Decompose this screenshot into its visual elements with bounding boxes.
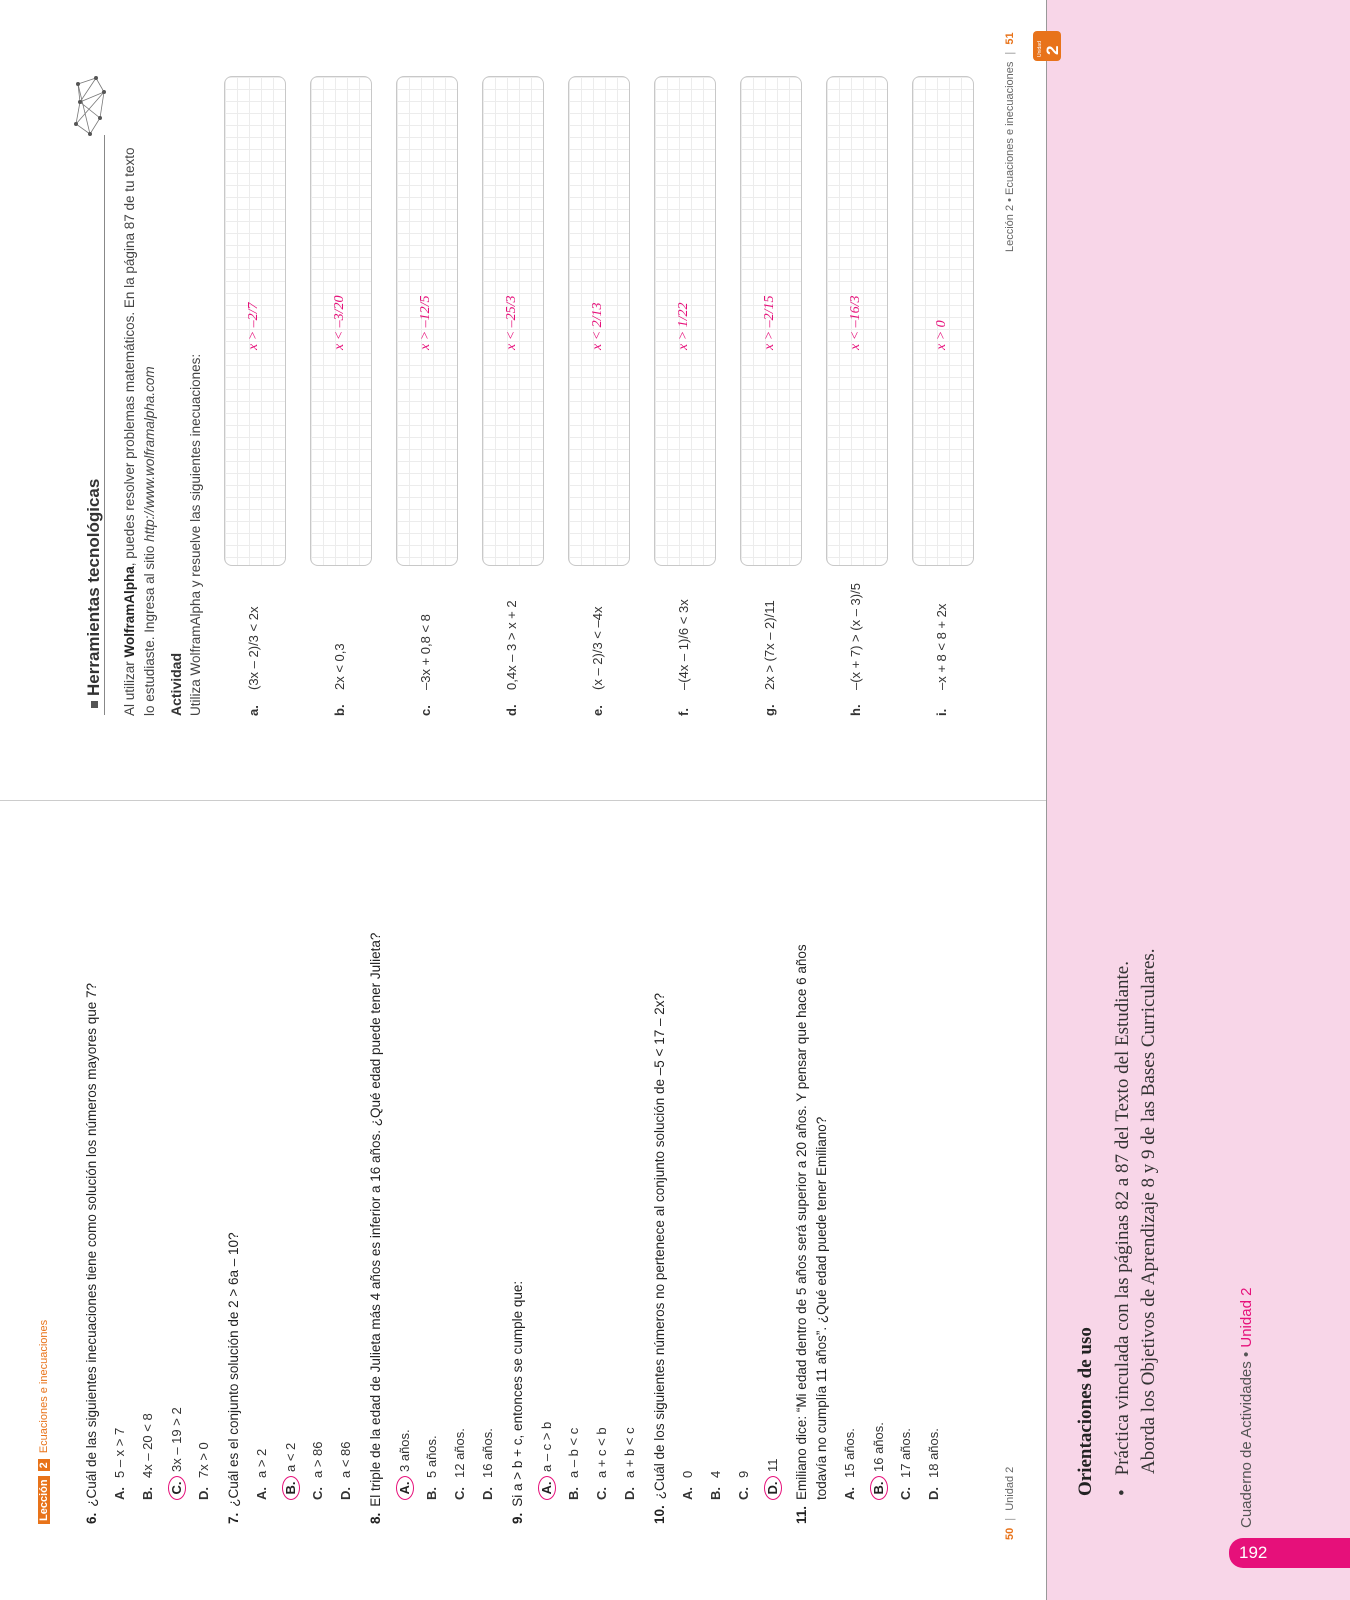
- question-11: [794, 944, 809, 1524]
- option-letter: C.: [452, 1487, 467, 1500]
- exercise-expression: –x + 8 < 8 + 2x: [934, 603, 949, 690]
- teacher-bullet-line1: Práctica vinculada con las páginas 82 a 87 del Texto del Estudiante.: [1112, 961, 1133, 1476]
- section-title-text: Herramientas tecnológicas: [84, 478, 103, 696]
- option-letter: A.: [680, 1487, 695, 1500]
- option-letter: B.: [140, 1487, 155, 1500]
- option-text: 3x – 19 > 2: [169, 1407, 184, 1472]
- option-text: 0: [680, 1470, 695, 1478]
- exercise-label: f.: [676, 708, 691, 716]
- option-letter: A.: [112, 1487, 127, 1500]
- exercise-label: i.: [934, 708, 949, 716]
- option-b[interactable]: [708, 1471, 723, 1500]
- right-folio: Lección 2 • Ecuaciones e inecuaciones | 51: [1004, 32, 1016, 252]
- exercise-label: c.: [418, 705, 433, 716]
- activity-label: Actividad: [168, 652, 184, 716]
- teacher-footer-pre: Cuaderno de Actividades •: [1238, 1347, 1255, 1528]
- network-icon: [72, 74, 108, 140]
- lesson-title: Ecuaciones e inecuaciones: [38, 1319, 50, 1454]
- exercise-expression: –(4x – 1)/6 < 3x: [676, 599, 691, 690]
- option-text: a < 2: [283, 1442, 298, 1472]
- option-text: a > 86: [310, 1441, 325, 1478]
- exercise-label: e.: [590, 705, 605, 716]
- option-text: 15 años.: [842, 1428, 857, 1478]
- option-letter: B.: [708, 1487, 723, 1500]
- option-letter: B.: [566, 1487, 581, 1500]
- exercise-label: h.: [848, 704, 863, 716]
- option-letter: A.: [254, 1487, 269, 1500]
- lesson-num: 2: [38, 1459, 50, 1471]
- question-text-line2: todavía no cumplía 11 años”. ¿Qué edad puede tener Emiliano?: [814, 1116, 829, 1500]
- exercise-expression: (3x – 2)/3 < 2x: [246, 606, 261, 690]
- option-d[interactable]: [480, 1428, 495, 1500]
- square-bullet-icon: [91, 701, 98, 708]
- option-text: a – c > b: [539, 1421, 554, 1472]
- exercise-expression: 2x < 0,3: [332, 643, 347, 690]
- option-text: a + b < c: [622, 1427, 637, 1478]
- option-letter: B.: [870, 1476, 888, 1500]
- option-text: 9: [736, 1470, 751, 1478]
- option-text: 18 años.: [926, 1428, 941, 1478]
- question-9: [510, 1281, 525, 1524]
- answer-text: x < –25/3: [504, 295, 519, 350]
- bullet-dot-icon: •: [1112, 1489, 1133, 1496]
- lesson-tag: Lección: [38, 1476, 50, 1524]
- option-letter: C.: [168, 1476, 186, 1500]
- teacher-footer: [1238, 1288, 1255, 1528]
- left-folio-label: Unidad 2: [1004, 1466, 1016, 1511]
- option-d[interactable]: [764, 1459, 782, 1501]
- option-letter: A.: [538, 1476, 556, 1500]
- option-text: 11: [765, 1458, 780, 1472]
- option-text: 4x – 20 < 8: [140, 1413, 155, 1478]
- exercise-label: b.: [332, 704, 347, 716]
- option-text: 7x > 0: [196, 1442, 211, 1478]
- option-text: 3 años.: [397, 1429, 412, 1472]
- option-c[interactable]: [168, 1407, 186, 1500]
- left-folio-num: 50: [1004, 1527, 1016, 1540]
- option-c[interactable]: [310, 1441, 325, 1500]
- intro-line-2: [142, 366, 157, 716]
- answer-text: x > –12/5: [418, 295, 433, 350]
- option-d[interactable]: [196, 1442, 211, 1500]
- option-text: a + c < b: [594, 1427, 609, 1478]
- intro-bold: WolframAlpha: [122, 566, 137, 658]
- option-b[interactable]: [566, 1428, 581, 1500]
- option-letter: D.: [926, 1487, 941, 1500]
- question-number: 11.: [794, 1505, 809, 1524]
- question-number: 10.: [652, 1505, 667, 1524]
- option-text: a – b < c: [566, 1427, 581, 1478]
- exercise-expression: –(x + 7) > (x – 3)/5: [848, 583, 863, 690]
- option-a[interactable]: [680, 1471, 695, 1500]
- section-rule: [104, 135, 105, 715]
- exercise-label: a.: [246, 705, 261, 716]
- question-number: 8.: [368, 1512, 383, 1524]
- question-number: 7.: [226, 1512, 241, 1524]
- intro-url[interactable]: http://www.wolframalpha.com: [142, 366, 157, 542]
- intro-line2-pre: lo estudiaste. Ingresa al sitio: [142, 541, 157, 716]
- section-title: [84, 479, 104, 708]
- option-b[interactable]: [282, 1443, 300, 1500]
- option-a[interactable]: [842, 1428, 857, 1500]
- option-text: 5 años.: [424, 1435, 439, 1478]
- option-text: 12 años.: [452, 1428, 467, 1478]
- question-text: ¿Cuál de los siguientes números no pertenece al conjunto solución de –5 < 17 – 2x?: [652, 993, 667, 1500]
- option-a[interactable]: [254, 1449, 269, 1500]
- exercise-expression: 2x > (7x – 2)/11: [762, 600, 777, 690]
- unit-badge-num: 2: [1043, 45, 1062, 55]
- option-letter: D.: [480, 1487, 495, 1500]
- intro-line-1: [122, 147, 137, 716]
- teacher-footer-unit: Unidad 2: [1238, 1287, 1255, 1348]
- option-letter: C.: [310, 1487, 325, 1500]
- question-text: El triple de la edad de Julieta más 4 años es inferior a 16 años. ¿Qué edad puede tener Julieta?: [368, 932, 383, 1507]
- exercise-expression: –3x + 0,8 < 8: [418, 614, 433, 690]
- exercise-expression: (x – 2)/3 < –4x: [590, 606, 605, 690]
- question-8: [368, 933, 383, 1524]
- left-folio: 50 | Unidad 2: [1004, 1466, 1016, 1540]
- option-d[interactable]: [338, 1441, 353, 1500]
- option-b[interactable]: [870, 1422, 888, 1500]
- option-c[interactable]: [594, 1427, 609, 1500]
- option-letter: C.: [898, 1487, 913, 1500]
- option-letter: D.: [764, 1476, 782, 1500]
- option-b[interactable]: [140, 1413, 155, 1500]
- teacher-title: Orientaciones de uso: [1075, 1327, 1096, 1496]
- option-letter: A.: [396, 1476, 414, 1500]
- option-text: 16 años.: [871, 1422, 886, 1472]
- option-a[interactable]: [112, 1428, 127, 1500]
- option-text: 4: [708, 1470, 723, 1478]
- page-fold: [0, 800, 1046, 801]
- question-10: [652, 993, 667, 1524]
- teacher-bullet-1: [1112, 961, 1134, 1496]
- teacher-bullet-line2: Aborda los Objetivos de Aprendizaje 8 y 9 de las Bases Curriculares.: [1138, 948, 1159, 1474]
- exercise-expression: 0,4x – 3 > x + 2: [504, 600, 519, 690]
- question-text: Emiliano dice: “Mi edad dentro de 5 años será superior a 20 años. Y pensar que hace 6 años: [794, 944, 809, 1500]
- option-c[interactable]: [736, 1471, 751, 1500]
- question-text: Si a > b + c, entonces se cumple que:: [510, 1280, 525, 1507]
- option-letter: B.: [282, 1476, 300, 1500]
- answer-text: x > –2/15: [762, 295, 777, 350]
- question-text: ¿Cuál de las siguientes inecuaciones tiene como solución los números mayores que 7?: [84, 982, 99, 1507]
- option-c[interactable]: [452, 1428, 467, 1500]
- option-letter: D.: [196, 1487, 211, 1500]
- question-text: ¿Cuál es el conjunto solución de 2 > 6a – 10?: [226, 1232, 241, 1507]
- unit-badge-label: Unidad: [1037, 41, 1043, 57]
- intro-pre: Al utilizar: [122, 657, 137, 716]
- option-b[interactable]: [424, 1435, 439, 1500]
- option-d[interactable]: [926, 1428, 941, 1500]
- option-text: a < 86: [338, 1441, 353, 1478]
- answer-text: x > –2/7: [246, 302, 261, 350]
- option-text: 16 años.: [480, 1428, 495, 1478]
- question-number: 9.: [510, 1512, 525, 1524]
- right-folio-num: 51: [1004, 32, 1016, 45]
- option-letter: A.: [842, 1487, 857, 1500]
- option-text: 5 – x > 7: [112, 1427, 127, 1478]
- option-letter: C.: [736, 1487, 751, 1500]
- teacher-bullet-2: [1138, 948, 1160, 1474]
- page-number-badge: 192: [1229, 1538, 1350, 1568]
- answer-text: x > 1/22: [676, 302, 691, 350]
- question-6: [84, 983, 99, 1524]
- option-a[interactable]: [396, 1429, 414, 1500]
- answer-text: x < –16/3: [848, 295, 863, 350]
- activity-text: Utiliza WolframAlpha y resuelve las siguientes inecuaciones:: [188, 353, 203, 716]
- option-letter: D.: [338, 1487, 353, 1500]
- intro-post: , puedes resolver problemas matemáticos. En la página 87 de tu texto: [122, 147, 137, 567]
- question-7: [226, 1232, 241, 1524]
- option-letter: B.: [424, 1487, 439, 1500]
- exercise-label: g.: [762, 704, 777, 716]
- answer-text: x < –3/20: [332, 295, 347, 350]
- option-text: 17 años.: [898, 1428, 913, 1478]
- exercise-label: d.: [504, 704, 519, 716]
- option-letter: C.: [594, 1487, 609, 1500]
- option-d[interactable]: [622, 1427, 637, 1500]
- answer-text: x > 0: [934, 320, 949, 350]
- option-a[interactable]: [538, 1422, 556, 1500]
- option-text: a > 2: [254, 1448, 269, 1478]
- unit-badge: [1033, 31, 1061, 61]
- question-number: 6.: [84, 1512, 99, 1524]
- answer-text: x < 2/13: [590, 302, 605, 350]
- right-footer-text: Lección 2 • Ecuaciones e inecuaciones: [1004, 61, 1016, 252]
- option-letter: D.: [622, 1487, 637, 1500]
- lesson-header: [38, 1320, 50, 1524]
- option-c[interactable]: [898, 1428, 913, 1500]
